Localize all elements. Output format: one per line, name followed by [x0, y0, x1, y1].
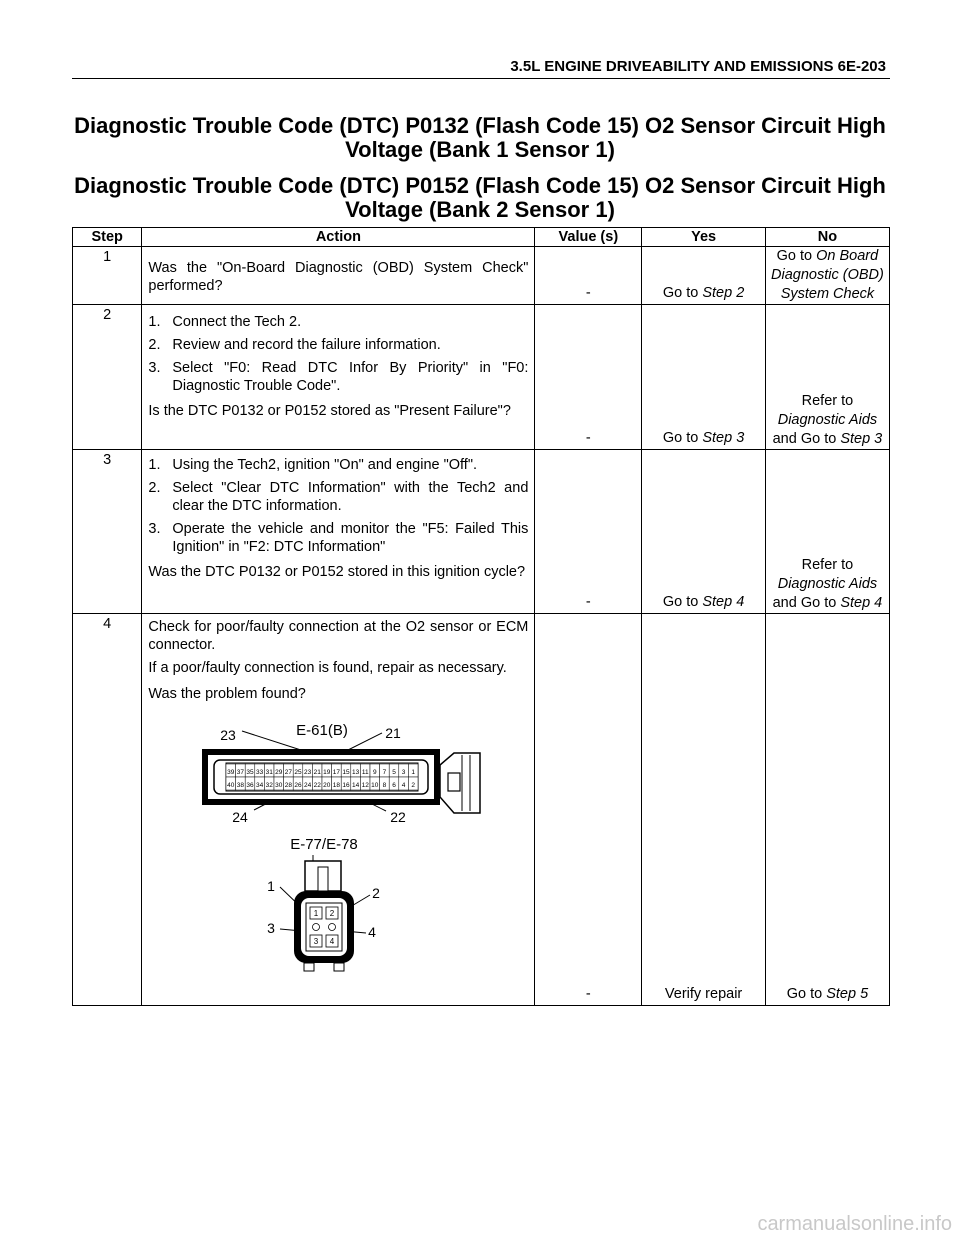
callout-1: 1 — [267, 878, 276, 894]
pin-label: 31 — [265, 769, 274, 776]
diagnostic-table — [72, 227, 890, 1006]
pin-label: 25 — [294, 769, 303, 776]
value-cell: - — [535, 247, 642, 305]
action-item: 2. Review and record the failure information. — [148, 337, 441, 353]
yes-cell: Go to Step 2 — [642, 247, 766, 305]
table-row — [73, 614, 890, 1006]
pin-label: 29 — [275, 769, 283, 776]
pin-label: 4 — [330, 937, 335, 946]
callout-24: 24 — [232, 809, 249, 825]
pin-label: 3 — [314, 937, 319, 946]
pin-label: 2 — [330, 909, 335, 918]
pin-label: 23 — [304, 769, 312, 776]
pin-label: 39 — [227, 769, 235, 776]
pin-label: 20 — [323, 782, 331, 789]
pin-label: 13 — [352, 769, 360, 776]
pin-label: 2 — [411, 782, 416, 789]
step-number: 4 — [103, 616, 112, 632]
pin-row-top — [226, 764, 418, 777]
pin-label: 33 — [256, 769, 264, 776]
pin-label: 21 — [313, 769, 322, 776]
pin-label: 27 — [285, 769, 293, 776]
pin-label: 10 — [371, 782, 379, 789]
pin-label: 36 — [246, 782, 255, 789]
callout-21: 21 — [385, 725, 402, 741]
pin-label: 9 — [373, 769, 378, 776]
callout-2: 2 — [372, 885, 381, 901]
pin-label: 40 — [227, 782, 235, 789]
title-p0152: Diagnostic Trouble Code (DTC) P0152 (Flash Code 15) O2 Sensor Circuit High Voltage (Bank 2 Sensor 1) — [74, 173, 886, 222]
value-cell: - — [535, 450, 642, 614]
title-p0132: Diagnostic Trouble Code (DTC) P0132 (Flash Code 15) O2 Sensor Circuit High Voltage (Bank 1 Sensor 1) — [74, 113, 886, 162]
callout-23: 23 — [220, 727, 237, 743]
pin-label: 26 — [294, 782, 303, 789]
action-text: If a poor/faulty connection is found, repair as necessary. — [148, 660, 507, 676]
pin-label: 16 — [342, 782, 351, 789]
pin-label: 11 — [362, 769, 369, 776]
action-item: 3. Select "F0: Read DTC Infor By Priority" in "F0: Diagnostic Trouble Code". — [148, 360, 529, 394]
yes-cell: Verify repair — [642, 614, 766, 1006]
action-text: Check for poor/faulty connection at the O2 sensor or ECM connector. — [148, 619, 529, 653]
ecm-connector-e61b — [202, 722, 480, 825]
header-value: Value (s) — [535, 228, 642, 247]
pin-label: 37 — [237, 769, 245, 776]
callout-3: 3 — [267, 920, 276, 936]
no-cell: Go to Step 5 — [765, 614, 889, 1006]
connector-label-e61b: E-61(B) — [296, 722, 349, 739]
header-step: Step — [73, 228, 142, 247]
action-item: 1. Connect the Tech 2. — [148, 314, 302, 330]
watermark: carmanualsonline.info — [757, 1213, 952, 1235]
action-question: Was the DTC P0132 or P0152 stored in this ignition cycle? — [148, 564, 526, 580]
pin-label: 24 — [304, 782, 312, 789]
pin-label: 15 — [342, 769, 351, 776]
pin-label: 22 — [313, 782, 322, 789]
o2-sensor-connector-e77-e78 — [267, 836, 380, 971]
pin-label: 17 — [333, 769, 341, 776]
pin-label: 38 — [237, 782, 245, 789]
callout-4: 4 — [368, 924, 377, 940]
pin-label: 6 — [392, 782, 397, 789]
pin-label: 7 — [382, 769, 387, 776]
header-action: Action — [142, 228, 535, 247]
pin-label: 18 — [333, 782, 341, 789]
header-yes: Yes — [642, 228, 766, 247]
step-number: 2 — [103, 307, 112, 323]
action-question: Was the problem found? — [148, 686, 306, 702]
yes-cell: Go to Step 3 — [642, 305, 766, 450]
pin-label: 32 — [265, 782, 274, 789]
connector-diagram — [142, 705, 534, 975]
pin-label: 19 — [323, 769, 331, 776]
connector-label-e77-e78: E-77/E-78 — [290, 836, 359, 853]
pin-label: 35 — [246, 769, 255, 776]
yes-cell: Go to Step 4 — [642, 450, 766, 614]
step-number: 3 — [103, 452, 112, 468]
action-text: Was the "On-Board Diagnostic (OBD) System Check" performed? — [148, 260, 529, 294]
value-cell: - — [535, 614, 642, 1006]
table-row — [73, 450, 890, 614]
value-cell: - — [535, 305, 642, 450]
no-cell: Go to On Board Diagnostic (OBD) System Check — [765, 247, 889, 305]
pin-label: 1 — [411, 769, 416, 776]
page-header: 3.5L ENGINE DRIVEABILITY AND EMISSIONS 6E-203 — [72, 60, 890, 79]
pin-label: 8 — [382, 782, 387, 789]
action-item: 3. Operate the vehicle and monitor the "F5: Failed This Ignition" in "F2: DTC Information" — [148, 521, 529, 555]
pin-row-bottom — [226, 777, 418, 790]
callout-22: 22 — [390, 809, 407, 825]
pin-label: 14 — [352, 782, 360, 789]
pin-label: 12 — [361, 782, 370, 789]
action-question: Is the DTC P0132 or P0152 stored as "Present Failure"? — [148, 403, 511, 419]
no-cell: Refer to Diagnostic Aids and Go to Step 3 — [765, 305, 889, 450]
pin-label: 4 — [402, 782, 406, 789]
pin-label: 30 — [275, 782, 283, 789]
action-item: 1. Using the Tech2, ignition "On" and engine "Off". — [148, 457, 477, 473]
step-number: 1 — [103, 249, 112, 265]
table-header-row — [73, 228, 890, 247]
no-cell: Refer to Diagnostic Aids and Go to Step 4 — [765, 450, 889, 614]
action-item: 2. Select "Clear DTC Information" with the Tech2 and clear the DTC information. — [148, 480, 529, 514]
table-row — [73, 247, 890, 305]
pin-label: 28 — [285, 782, 293, 789]
header-no: No — [765, 228, 889, 247]
table-row — [73, 305, 890, 450]
pin-label: 5 — [392, 769, 397, 776]
pin-label: 34 — [256, 782, 264, 789]
pin-label: 1 — [314, 909, 319, 918]
pin-label: 3 — [402, 769, 406, 776]
